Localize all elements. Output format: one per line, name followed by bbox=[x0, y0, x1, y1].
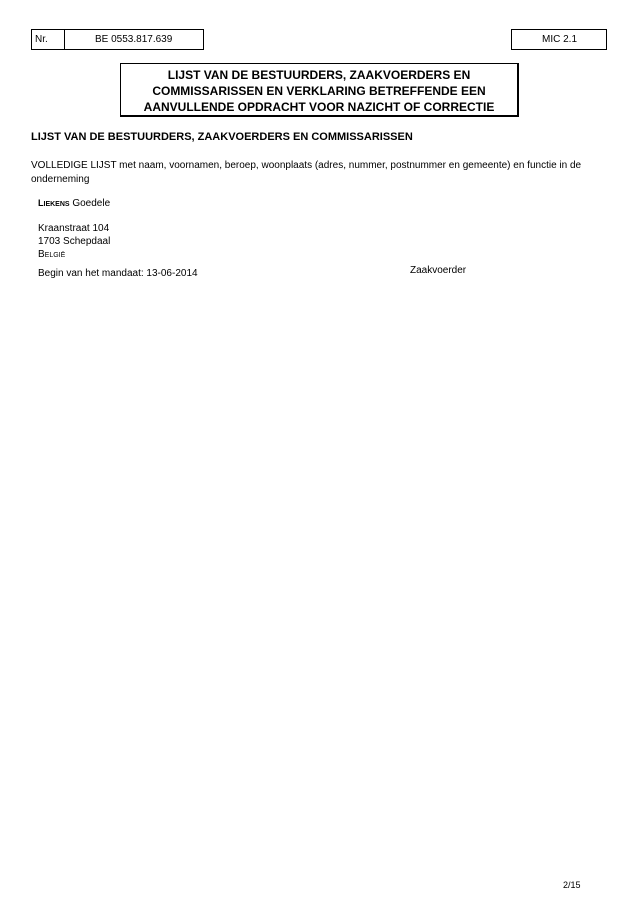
person-name bbox=[38, 198, 110, 209]
person-street: Kraanstraat 104 bbox=[38, 223, 110, 234]
person-country bbox=[38, 249, 65, 260]
surname-initial: L bbox=[38, 198, 44, 208]
person-postal-city: 1703 Schepdaal bbox=[38, 236, 111, 247]
section-intro: VOLLEDIGE LIJST met naam, voornamen, beroep, woonplaats (adres, nummer, postnummer en gemeente) en functie in de onderneming bbox=[31, 160, 582, 185]
page-number: 2/15 bbox=[563, 880, 581, 890]
country-initial: B bbox=[38, 249, 45, 260]
title-line-2: COMMISSARISSEN EN VERKLARING BETREFFENDE EEN bbox=[152, 84, 486, 98]
company-number: BE 0553.817.639 bbox=[64, 29, 204, 50]
number-label: Nr. bbox=[31, 29, 65, 50]
title-line-3: AANVULLENDE OPDRACHT VOOR NAZICHT OF CORRECTIE bbox=[143, 100, 495, 114]
document-title bbox=[120, 63, 519, 117]
person-function: Zaakvoerder bbox=[410, 265, 467, 276]
surname-rest: IEKENS bbox=[43, 201, 70, 208]
first-name: Goedele bbox=[72, 198, 111, 209]
mandate-start: Begin van het mandaat: 13-06-2014 bbox=[38, 268, 198, 279]
form-code: MIC 2.1 bbox=[511, 29, 607, 50]
title-line-1: LIJST VAN DE BESTUURDERS, ZAAKVOERDERS EN bbox=[167, 68, 471, 82]
section-heading: LIJST VAN DE BESTUURDERS, ZAAKVOERDERS EN COMMISSARISSEN bbox=[31, 131, 413, 143]
country-rest: ELGIË bbox=[44, 252, 66, 259]
